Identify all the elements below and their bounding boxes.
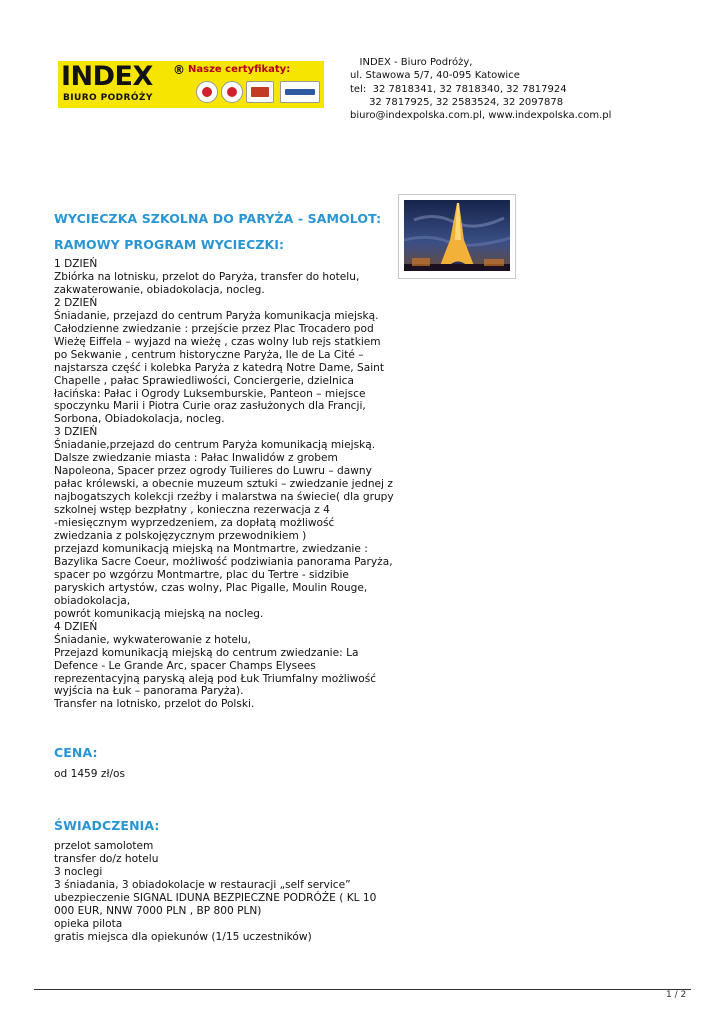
program-line: Śniadanie, wykwaterowanie z hotelu, [54, 633, 252, 646]
agency-contact [350, 56, 611, 122]
includes-item: 3 noclegi [54, 865, 103, 878]
program-line: po Sekwanie , centrum historyczne Paryża, Ile de La Cité – [54, 348, 364, 361]
logo-certificates-label: Nasze certyfikaty: [188, 64, 291, 75]
page-number: 1 / 2 [666, 990, 687, 1000]
program-line: 3 DZIEŃ [54, 426, 98, 439]
program-line: Całodzienne zwiedzanie : przejście przez Plac Trocadero pod [54, 322, 374, 335]
program-line: Wieżę Eiffela – wyjazd na wieżę , czas wolny lub rejs statkiem [54, 335, 381, 348]
program-line: spacer po wzgórzu Montmartre, plac du Tertre - sidzibie [54, 568, 349, 581]
program-line: 1 DZIEŃ [54, 258, 98, 270]
logo-subtitle: BIURO PODRÓŻY [63, 93, 153, 103]
logo-brand: INDEX [61, 61, 153, 92]
program-line: przejazd komunikacją miejską na Montmartre, zwiedzanie : [54, 542, 368, 555]
program-line: łacińska: Pałac i Ogrody Luksemburskie, Panteon – miejsce [54, 387, 366, 400]
price-heading: CENA: [54, 745, 98, 760]
program-line: Napoleona, Spacer przez ogrody Tuilieres do Luwru – dawny [54, 465, 372, 478]
program-line: Bazylika Sacre Coeur, możliwość podziwiania panorama Paryża, [54, 555, 393, 568]
program-line: zakwaterowanie, obiadokolacja, nocleg. [54, 283, 265, 296]
certificate-quality-icon [246, 81, 274, 103]
program-text [54, 258, 394, 711]
program-line: wyjścia na Łuk – panorama Paryża). [54, 685, 244, 698]
program-line: Dalsze zwiedzanie miasta : Pałac Inwalidów z grobem [54, 452, 338, 465]
program-line: Śniadanie, przejazd do centrum Paryża komunikacja miejską. [54, 309, 379, 322]
footer-divider [34, 989, 691, 990]
program-line: reprezentacyjną paryską aleją pod Łuk Triumfalny możliwość [54, 672, 377, 685]
program-line: spoczynku Marii i Piotra Curie oraz zasłużonych dla Francji, [54, 400, 366, 413]
program-line: Sorbona, Obiadokolacja, nocleg. [54, 413, 225, 426]
includes-item: gratis miejsca dla opiekunów (1/15 uczestników) [54, 930, 312, 943]
program-line: obiadokolacja, [54, 594, 131, 607]
program-line: -miesięcznym wyprzedzeniem, za dopłatą możliwość [54, 517, 335, 530]
program-line: 4 DZIEŃ [54, 620, 98, 633]
program-line: najstarsza część i kolebka Paryża z katedrą Notre Dame, Saint [54, 361, 385, 374]
program-line: najbogatszych kolekcji rzeźby i malarstwa na świecie( dla grupy [54, 491, 394, 504]
program-line: szkolnej wstęp bezpłatny , konieczna rezerwacja z 4 [54, 504, 330, 517]
includes-list [54, 840, 376, 944]
certificate-rzetelna-firma-icon [280, 81, 320, 103]
program-line: powrót komunikacją miejską na nocleg. [54, 607, 264, 620]
price-value: od 1459 zł/os [54, 768, 126, 780]
program-line: paryskich artystów, czas wolny, Plac Pigalle, Moulin Rouge, [54, 581, 368, 594]
includes-heading: ŚWIADCZENIA: [54, 818, 160, 833]
program-line: Przejazd komunikacją miejską do centrum zwiedzanie: La [54, 646, 359, 659]
eiffel-tower-photo [398, 194, 516, 279]
program-line: Defence - Le Grande Arc, spacer Champs Elysees [54, 659, 316, 672]
includes-item: transfer do/z hotelu [54, 852, 159, 865]
contact-line: 32 7817925, 32 2583524, 32 2097878 [350, 96, 564, 108]
program-line: Chapelle , pałac Sprawiedliwości, Conciergerie, dzielnica [54, 374, 354, 387]
includes-item: opieka pilota [54, 917, 123, 930]
includes-item: 000 EUR, NNW 7000 PLN , BP 800 PLN) [54, 904, 262, 917]
program-line: Zbiórka na lotnisku, przelot do Paryża, transfer do hotelu, [54, 270, 360, 283]
program-line: pałac królewski, a obecnie muzeum sztuki – zwiedzanie jednej z [54, 478, 393, 491]
index-logo [58, 61, 324, 108]
trip-title: WYCIECZKA SZKOLNA DO PARYŻA - SAMOLOT: [54, 211, 382, 226]
program-line: Transfer na lotnisko, przelot do Polski. [54, 698, 255, 711]
program-line: Śniadanie,przejazd do centrum Paryża komunikacją miejską. [54, 439, 376, 452]
includes-item: 3 śniadania, 3 obiadokolacje w restauracji „self service” [54, 878, 351, 891]
includes-item: ubezpieczenie SIGNAL IDUNA BEZPIECZNE PODRÓŻE ( KL 10 [54, 891, 377, 904]
program-line: 2 DZIEŃ [54, 296, 98, 309]
program-heading: RAMOWY PROGRAM WYCIECZKI: [54, 237, 285, 252]
contact-line: INDEX - Biuro Podróży, [350, 57, 473, 68]
program-line: zwiedzania z polskojęzycznym przewodnikiem ) [54, 530, 307, 543]
certificate-pit-icon [196, 81, 218, 103]
contact-line: ul. Stawowa 5/7, 40-095 Katowice [350, 70, 520, 82]
includes-item: przelot samolotem [54, 840, 154, 852]
contact-line: tel: 32 7818341, 32 7818340, 32 7817924 [350, 83, 567, 95]
logo-registered-mark: ® [173, 63, 185, 77]
certificate-seal-icon [221, 81, 243, 103]
contact-line: biuro@indexpolska.com.pl, www.indexpolska.com.pl [350, 110, 612, 122]
